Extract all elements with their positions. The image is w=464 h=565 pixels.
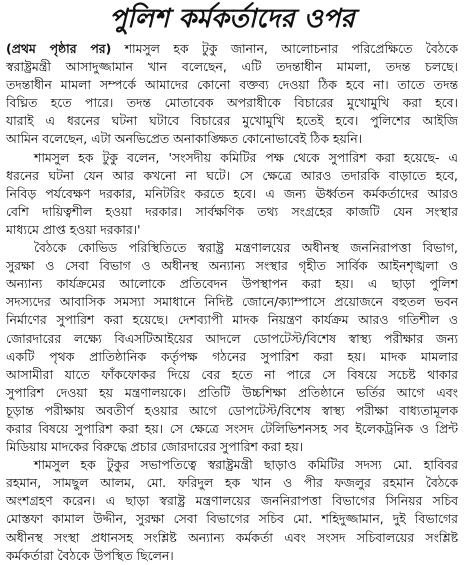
article-line: ধরনের ঘটনা যেন আর কখনো না ঘটে। সে ক্ষেত্রে আরও তদারকি বাড়াতে হবে, xyxy=(6,167,458,183)
article-line: শামসুল হক টুকুর সভাপতিত্বে স্বরাষ্ট্রমন্ত্রী ছাড়াও কমিটির সদস্য মো. হাবিবর xyxy=(34,457,458,473)
article-line: চূড়ান্ত পরীক্ষায় অবতীর্ণ হওয়ার আগে ডোপটেস্ট/বিশেষ স্বাস্থ্য পরীক্ষা বাধ্যতামূলক xyxy=(6,402,458,418)
article-line: সুরক্ষা ও সেবা বিভাগ ও অধীনস্থ অন্যান্য সংস্থার গৃহীত সার্বিক আইনশৃঙ্খলা ও xyxy=(6,258,458,274)
continuation-tag: (প্রথম পৃষ্ঠার পর) xyxy=(6,41,112,56)
article-line: নিবিড় পর্যবেক্ষণ দরকার, মনিটরিং করতে হবে। এ জন্য ঊর্ধ্বতন কর্মকর্তাদের আরও xyxy=(6,185,458,201)
article-line: আমিন বলেছেন, এটা অনভিপ্রেত অনাকাঙ্ক্ষিত কোনোভাবেই ঠিক হয়নি। xyxy=(6,131,363,147)
line-text: শামসুল হক টুকু জানান, আলোচনার পরিপ্রেক্ষিতে বৈঠকে xyxy=(111,41,458,56)
article-line: তদন্তাধীন মামলা সম্পর্কে আমাদের কোনো বক্তব্য দেওয়া ঠিক হবে না। তাতে তদন্ত xyxy=(6,77,458,93)
article-line: জোরদারের লক্ষ্যে বিএসটিআইয়ের আদলে ডোপটেস্ট/বিশেষ স্বাস্থ্য পরীক্ষার জন্য xyxy=(6,330,458,346)
article-line: যারাই এ ধরনের ঘটনা ঘটাবে বিচারের মুখোমুখি হতেই হবে। পুলিশের আইজি xyxy=(6,113,458,129)
article-line: বৈঠকে কোভিড পরিস্থিতিতে স্বরাষ্ট্র মন্ত্রণালয়ের অধীনস্থ জননিরাপত্তা বিভাগ, xyxy=(34,240,458,256)
article-line: স্বরাষ্ট্রমন্ত্রী আসাদুজ্জামান খান বলেছেন, এটি তদন্তাধীন মামলা, তদন্ত চলছে। xyxy=(6,59,458,75)
article-line: শামসুল হক টুকু বলেন, 'সংসদীয় কমিটির পক্ষ থেকে সুপারিশ করা হয়েছে- এ xyxy=(34,149,458,165)
article-line: কর্মকর্তারা বৈঠকে উপস্থিত ছিলেন। xyxy=(6,547,174,563)
article-line: সুপারিশ দেওয়া হয় মন্ত্রণালয়কে। প্রতিটি উচ্চশিক্ষা প্রতিষ্ঠানে ভর্তির আগে এবং xyxy=(6,384,458,400)
article-line: সদস্যদের আবাসিক সমস্যা সমাধানে নিদিষ্ট জোনে/ক্যাম্পাসে প্রয়োজনে বহুতল ভবন xyxy=(6,294,458,310)
article-line: রহমান, সামছুল আলম, মো. ফরিদুল হক খান ও পীর ফজলুর রহমান বৈঠকে xyxy=(6,475,458,491)
article-line: বিঘ্নিত হতে পারে। তদন্ত মোতাবেক অপরাধীকে বিচারের মুখোমুখি করা হবে। xyxy=(6,95,458,111)
article-body xyxy=(6,40,458,565)
article-line: নির্মাণের সুপারিশ করা হয়েছে। দেশব্যাপী মাদক নিয়ন্ত্রণ কার্যক্রম আরও গতিশীল ও xyxy=(6,312,458,328)
article-line: অংশগ্রহণ করেন। এ ছাড়া স্বরাষ্ট্র মন্ত্রণালয়ের জননিরাপত্তা বিভাগের সিনিয়র সচিব xyxy=(6,493,458,509)
article-line: করার বিষয়ে সুপারিশ করা হয়। সে ক্ষেত্রে সংসদ টেলিভিশনসহ সব ইলেকট্রনিক ও প্রিন্ট xyxy=(6,420,458,436)
article-line: বেশি দায়িত্বশীল হওয়া দরকার। সার্বক্ষণিক তথ্য সংগ্রহের কাজটি যেন সংস্থার xyxy=(6,203,458,219)
article-line: আসামীরা যাতে ফাঁকফোকর দিয়ে বের হতে না পারে সে বিষয়ে সচেষ্ট থাকার xyxy=(6,366,458,382)
article-line: একটি পৃথক প্রাতিষ্ঠানিক কর্তৃপক্ষ গঠনের সুপারিশ করা হয়। মাদক মামলার xyxy=(6,348,458,364)
article-line: মাধ্যমে প্রাপ্ত হওয়া দরকার।' xyxy=(6,221,141,237)
article-line: মোস্তফা কামাল উদ্দীন, সুরক্ষা সেবা বিভাগের সচিব মো. শহিদুজ্জামান, দুই বিভাগের xyxy=(6,511,458,527)
article-line: অন্যান্য কার্যক্রমের আলোকে প্রতিবেদন উপস্থাপন করা হয়। এ ছাড়া পুলিশ xyxy=(6,276,458,292)
article-line xyxy=(6,40,458,58)
article-line: অধীনস্থ সংস্থা প্রধানসহ সংশ্লিষ্ট অন্যান্য কর্মকর্তা এবং সংসদ সচিবালয়ের সংশ্লিষ্ট xyxy=(6,529,458,545)
article-line: মিডিয়ায় মাদকের বিরুদ্ধে প্রচার জোরদারের সুপারিশ করা হয়। xyxy=(6,439,304,455)
headline: পুলিশ কর্মকর্তাদের ওপর xyxy=(109,4,355,34)
